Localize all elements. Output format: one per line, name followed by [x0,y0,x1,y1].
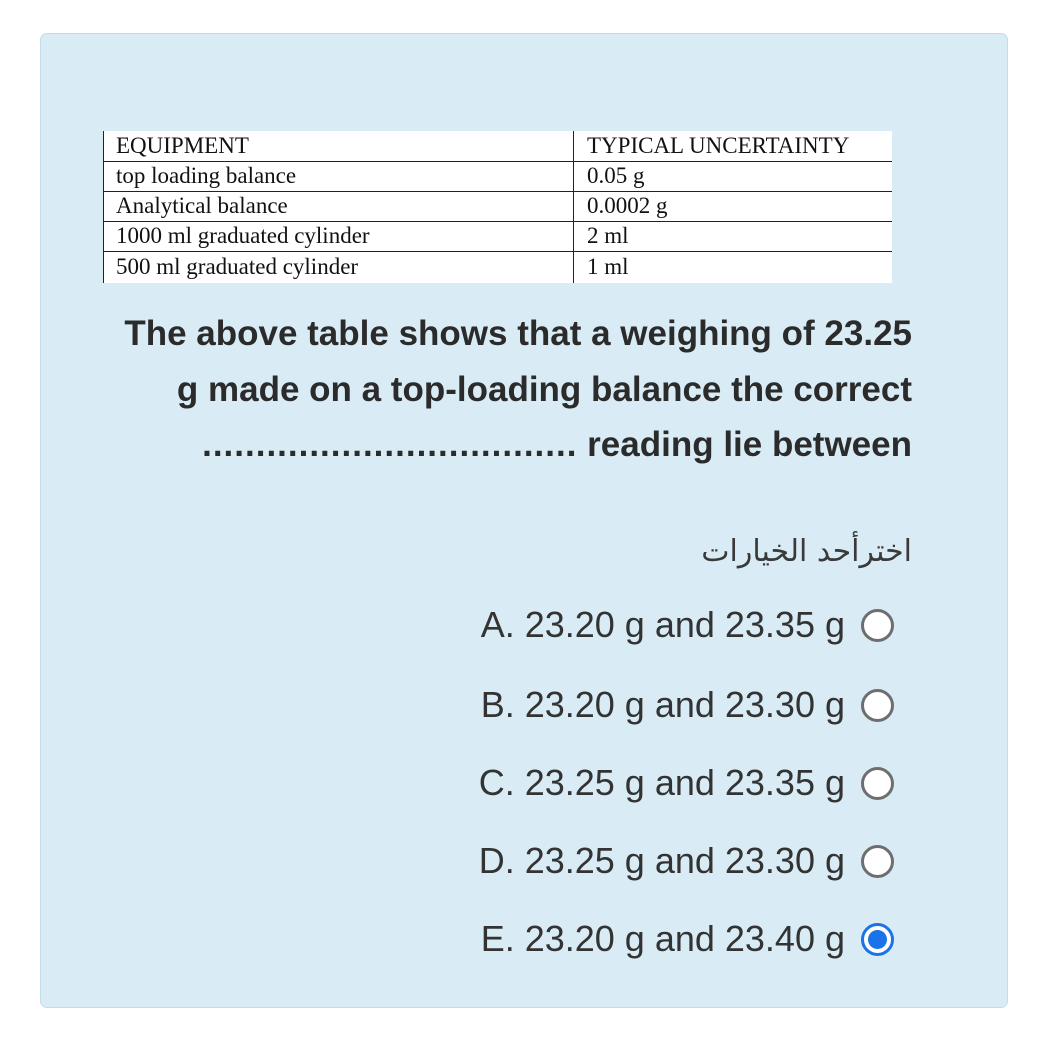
option-b[interactable] [481,680,894,730]
question-line-3-text: reading lie between [577,425,912,464]
radio-button-selected[interactable] [861,923,894,956]
table-row [103,161,892,192]
option-e[interactable] [481,914,894,964]
option-label: E. 23.20 g and 23.40 g [480,918,845,959]
table-cell-uncertainty: 1 ml [587,254,629,279]
header-equipment: EQUIPMENT [116,133,249,158]
radio-button[interactable] [861,689,894,722]
option-label: C. 23.25 g and 23.35 g [478,762,845,803]
option-a[interactable] [481,600,894,650]
header-typical-uncertainty: TYPICAL UNCERTAINTY [587,133,850,158]
table-cell-uncertainty: 2 ml [587,223,629,248]
option-label: D. 23.25 g and 23.30 g [478,840,845,881]
table-row [103,221,892,252]
option-label: B. 23.20 g and 23.30 g [480,684,845,725]
radio-button[interactable] [861,767,894,800]
question-line-2: g made on a top-loading balance the correct [176,369,912,409]
table-cell-equipment: 500 ml graduated cylinder [116,254,359,279]
table-row [103,252,892,282]
question-line-3 [72,417,912,473]
option-d[interactable] [479,836,894,886]
question-text [72,306,912,473]
radio-button[interactable] [861,609,894,642]
question-line-1: The above table shows that a weighing of 23.25 [124,314,912,353]
uncertainty-table [103,131,892,283]
question-blank-dots: ................................... [202,425,578,464]
option-c[interactable] [479,758,894,808]
table-header-row [103,131,892,162]
choose-one-prompt: اخترأحد الخيارات [701,534,912,569]
table-cell-equipment: 1000 ml graduated cylinder [116,223,370,248]
table-cell-equipment: top loading balance [116,163,297,188]
table-cell-uncertainty: 0.0002 g [587,193,668,218]
option-label: A. 23.20 g and 23.35 g [480,604,845,645]
radio-button[interactable] [861,845,894,878]
table-row [103,191,892,222]
table-cell-equipment: Analytical balance [116,193,288,218]
table-cell-uncertainty: 0.05 g [587,163,645,188]
